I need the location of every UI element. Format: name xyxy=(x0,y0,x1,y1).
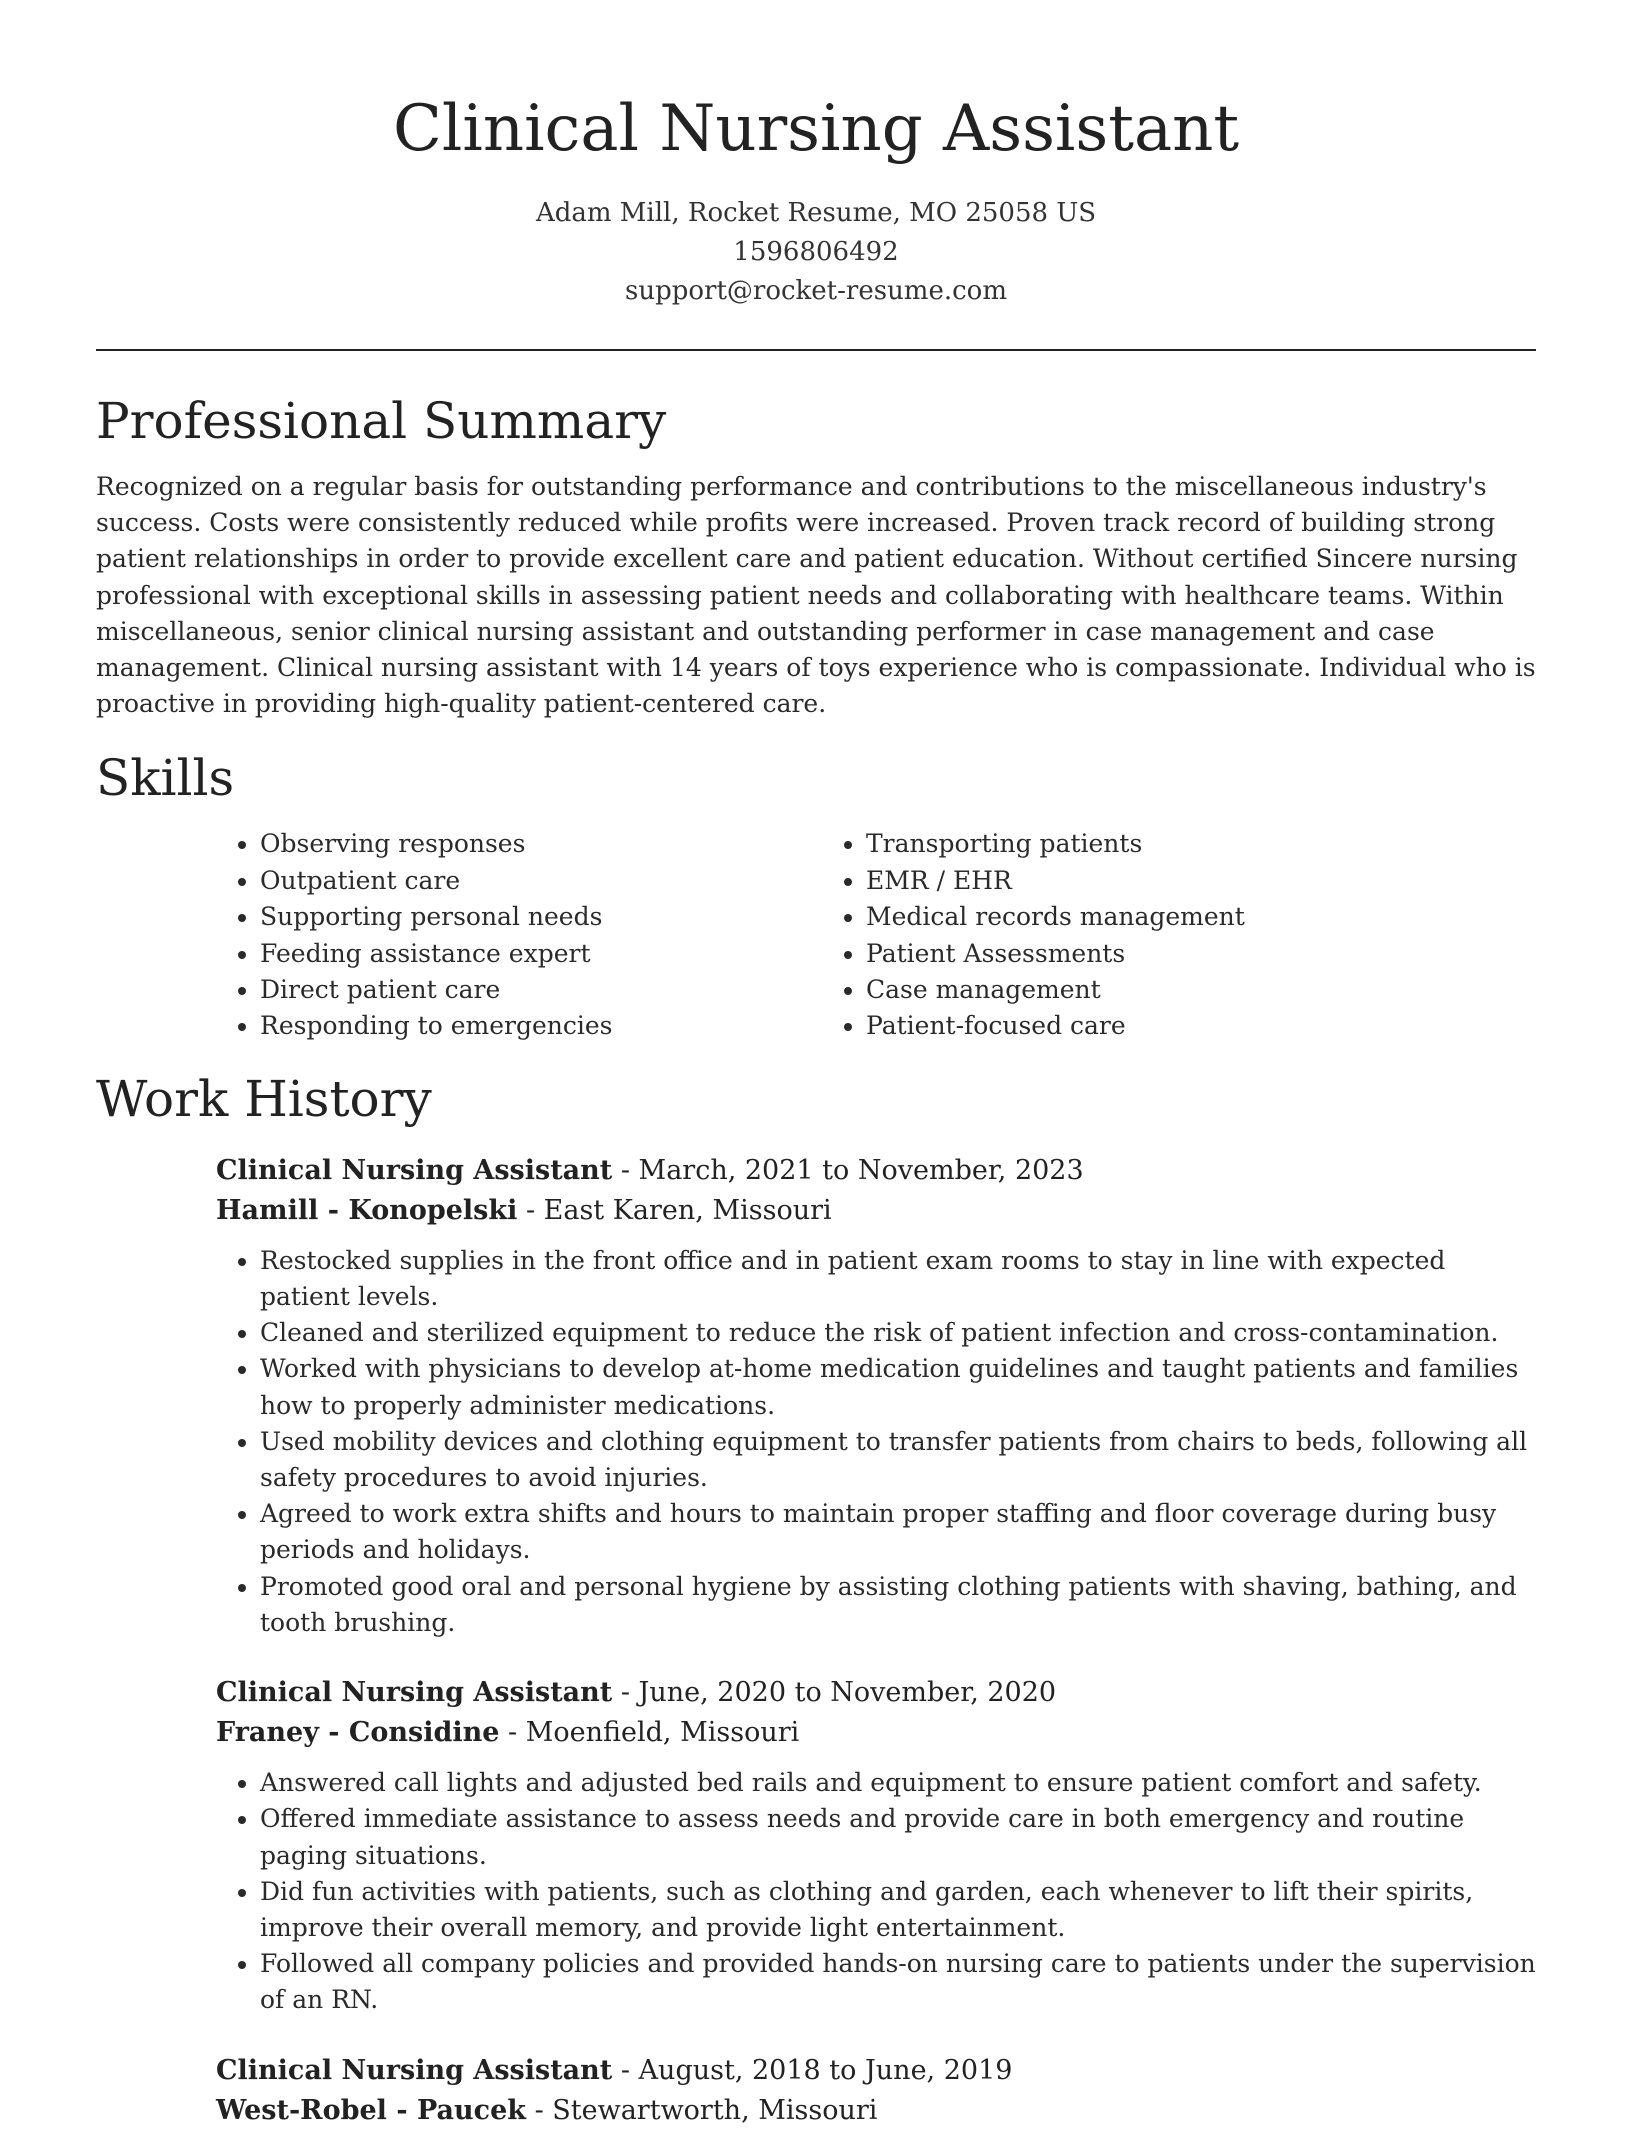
resume-page xyxy=(96,0,1536,2131)
job-bullet: • Offered immediate assistance to assess needs and provide care in both emergency and routine paging situations. xyxy=(260,1801,1536,1873)
job-bullets xyxy=(216,1243,1536,1641)
header-divider xyxy=(96,349,1536,351)
resume-header xyxy=(96,0,1536,311)
skill-item: • Case management xyxy=(866,972,1536,1008)
job-bullet: • Promoted good oral and personal hygiene by assisting clothing patients with shaving, bathing, and tooth brushing. xyxy=(260,1569,1536,1641)
job-title-line xyxy=(216,2051,1536,2091)
job-bullet: • Used mobility devices and clothing equipment to transfer patients from chairs to beds, following all safety procedures to avoid injuries. xyxy=(260,1424,1536,1496)
job-company: Franey - Considine xyxy=(216,1717,500,1749)
resume-title: Clinical Nursing Assistant xyxy=(392,92,1240,166)
skill-item: • Patient Assessments xyxy=(866,936,1536,972)
skill-item: • Feeding assistance expert xyxy=(260,936,822,972)
summary-text: Recognized on a regular basis for outstanding performance and contributions to the miscellaneous industry's success. Costs were consistently reduced while profits were increased. Proven track record of building strong patient relationships in order to provide excellent care and patient education. Without certified Sincere nursing professional with exceptional skills in assessing patient needs and collaborating with healthcare teams. Within miscellaneous, senior clinical nursing assistant and outstanding performer in case management and case management. Clinical nursing assistant with 14 years of toys experience who is compassionate. Individual who is proactive in providing high-quality patient-centered care. xyxy=(96,472,1536,719)
job-company: West-Robel - Paucek xyxy=(216,2094,526,2126)
job-location: - East Karen, Missouri xyxy=(517,1194,832,1226)
skills-heading: Skills xyxy=(96,749,235,808)
job-bullet: • Answered call lights and adjusted bed rails and equipment to ensure patient comfort and safety. xyxy=(260,1765,1536,1801)
job-company-line xyxy=(216,1713,1536,1753)
summary-heading: Professional Summary xyxy=(96,392,667,450)
skill-item: • Transporting patients xyxy=(866,826,1536,862)
job-title: Clinical Nursing Assistant xyxy=(216,2054,613,2086)
skill-item: • Responding to emergencies xyxy=(260,1008,822,1044)
skill-item: • Patient-focused care xyxy=(866,1008,1536,1044)
job-company-line xyxy=(216,1191,1536,1231)
contact-address: Adam Mill, Rocket Resume, MO 25058 US xyxy=(535,198,1097,228)
job-company-line xyxy=(216,2091,1536,2131)
job-title-line xyxy=(216,1673,1536,1713)
job-title-line xyxy=(216,1151,1536,1191)
job-bullet: • Agreed to work extra shifts and hours to maintain proper staffing and floor coverage during busy periods and holidays. xyxy=(260,1496,1536,1568)
skill-item: • Direct patient care xyxy=(260,972,822,1008)
skills-list-right xyxy=(822,826,1536,1044)
skill-item: • Observing responses xyxy=(260,826,822,862)
job-bullet: • Followed all company policies and provided hands-on nursing care to patients under the supervision of an RN. xyxy=(260,1946,1536,2018)
work-history-heading: Work History xyxy=(96,1069,432,1128)
job-location: - Stewartworth, Missouri xyxy=(525,2094,878,2126)
job-bullet: • Did fun activities with patients, such as clothing and garden, each whenever to lift their spirits, improve their overall memory, and provide light entertainment. xyxy=(260,1874,1536,1946)
job-dates: - June, 2020 to November, 2020 xyxy=(612,1677,1057,1709)
job-entry xyxy=(216,1673,1536,2018)
skill-item: • Medical records management xyxy=(866,899,1536,935)
job-bullets xyxy=(216,1765,1536,2018)
job-company: Hamill - Konopelski xyxy=(216,1194,518,1226)
skill-item: • Outpatient care xyxy=(260,863,822,899)
job-dates: - March, 2021 to November, 2023 xyxy=(612,1154,1084,1186)
job-location: - Moenfield, Missouri xyxy=(499,1717,800,1749)
contact-phone: 1596806492 xyxy=(733,237,899,267)
skill-item: • EMR / EHR xyxy=(866,863,1536,899)
skills-grid xyxy=(216,826,1536,1044)
job-title: Clinical Nursing Assistant xyxy=(216,1677,613,1709)
job-entry xyxy=(216,2051,1536,2131)
job-bullet: • Restocked supplies in the front office and in patient exam rooms to stay in line with expected patient levels. xyxy=(260,1243,1536,1315)
job-bullet: • Worked with physicians to develop at-home medication guidelines and taught patients and families how to properly administer medications. xyxy=(260,1351,1536,1423)
skills-list-left xyxy=(216,826,822,1044)
job-title: Clinical Nursing Assistant xyxy=(216,1154,613,1186)
job-dates: - August, 2018 to June, 2019 xyxy=(612,2054,1013,2086)
job-bullet: • Cleaned and sterilized equipment to reduce the risk of patient infection and cross-contamination. xyxy=(260,1315,1536,1351)
contact-email: support@rocket-resume.com xyxy=(624,276,1007,306)
skill-item: • Supporting personal needs xyxy=(260,899,822,935)
job-entry xyxy=(216,1151,1536,1641)
